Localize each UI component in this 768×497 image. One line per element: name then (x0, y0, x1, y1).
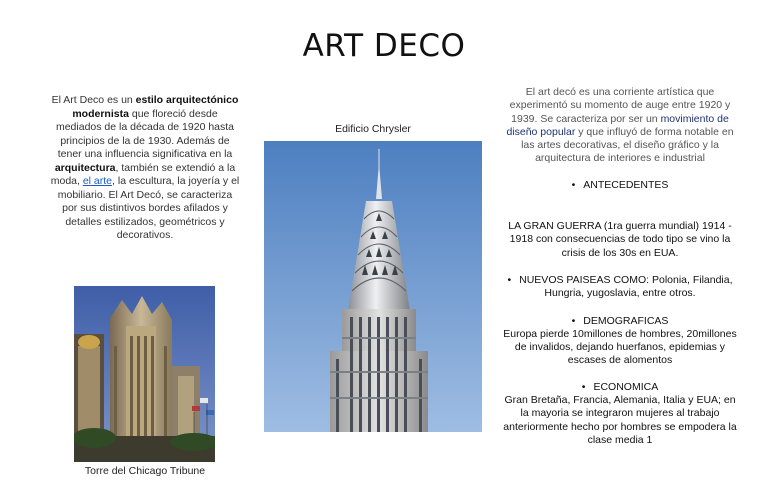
el-arte-link[interactable]: el arte (82, 175, 113, 187)
desc-text-4: , la escultura, la joyería y el mobiliario. El Art Decó, se caracteriza por sus distintivos bordes afilados y detalles estilizados, geométricos y decorativos. (57, 175, 240, 241)
demograficas-heading (500, 315, 740, 328)
right-column (500, 86, 740, 447)
page-title: ART DECO (302, 28, 466, 64)
desc-text-3: , también se extendió a la moda, (50, 161, 236, 187)
antecedentes-heading (500, 179, 740, 192)
chrysler-building-photo (264, 141, 482, 432)
nuevos-paises-label: NUEVOS PAISEAS COMO: Polonia, Filandia, Hungria, yugoslavia, entre otros. (519, 273, 733, 300)
nuevos-paises-item (500, 274, 740, 301)
economica-text: Gran Bretaña, Francia, Alemania, Italia y EUA; en la mayoria se integraron mujeres al trabajo anteriormente hecho por hombres se empodera la clase media 1 (503, 394, 737, 446)
art-deco-description (50, 94, 240, 243)
economica-label: ECONOMICA (593, 380, 659, 393)
desc-text-1: El Art Deco es un (51, 94, 136, 106)
intro-text-2: y que influyó de forma notable en las artes decorativas, el diseño gráfico y la arquitectura de interiores e industrial (521, 125, 734, 165)
chrysler-caption: Edificio Chrysler (335, 123, 411, 135)
gran-guerra-text: LA GRAN GUERRA (1ra guerra mundial) 1914 - 1918 con consecuencias de todo tipo se vino la crisis de los 30s en EUA. (508, 220, 732, 259)
tribune-caption: Torre del Chicago Tribune (84, 465, 206, 477)
desc-bold-style: estilo arquitectónico modernista (72, 94, 239, 120)
antecedentes-label: ANTECEDENTES (583, 178, 669, 191)
demograficas-text: Europa pierde 10millones de hombres, 20millones de invalidos, dejando huerfanos, epidemias y escases de alomentos (503, 327, 737, 367)
chicago-tribune-photo (74, 286, 215, 462)
desc-bold-architecture: arquitectura (54, 161, 116, 174)
economica-heading (500, 381, 740, 394)
demograficas-label: DEMOGRAFICAS (583, 314, 669, 327)
desc-text-2: que floreció desde mediados de la década de 1920 hasta principios de la de 1930. Además de tener una influencia significativa en la (55, 107, 235, 160)
art-deco-intro (500, 86, 740, 166)
intro-emphasis: movimiento de diseño popular (506, 112, 729, 138)
intro-text-1: El art decó es una corriente artística que experimentó su momento de auge entre 1920 y 1939. Se caracteriza por ser un (509, 86, 731, 125)
